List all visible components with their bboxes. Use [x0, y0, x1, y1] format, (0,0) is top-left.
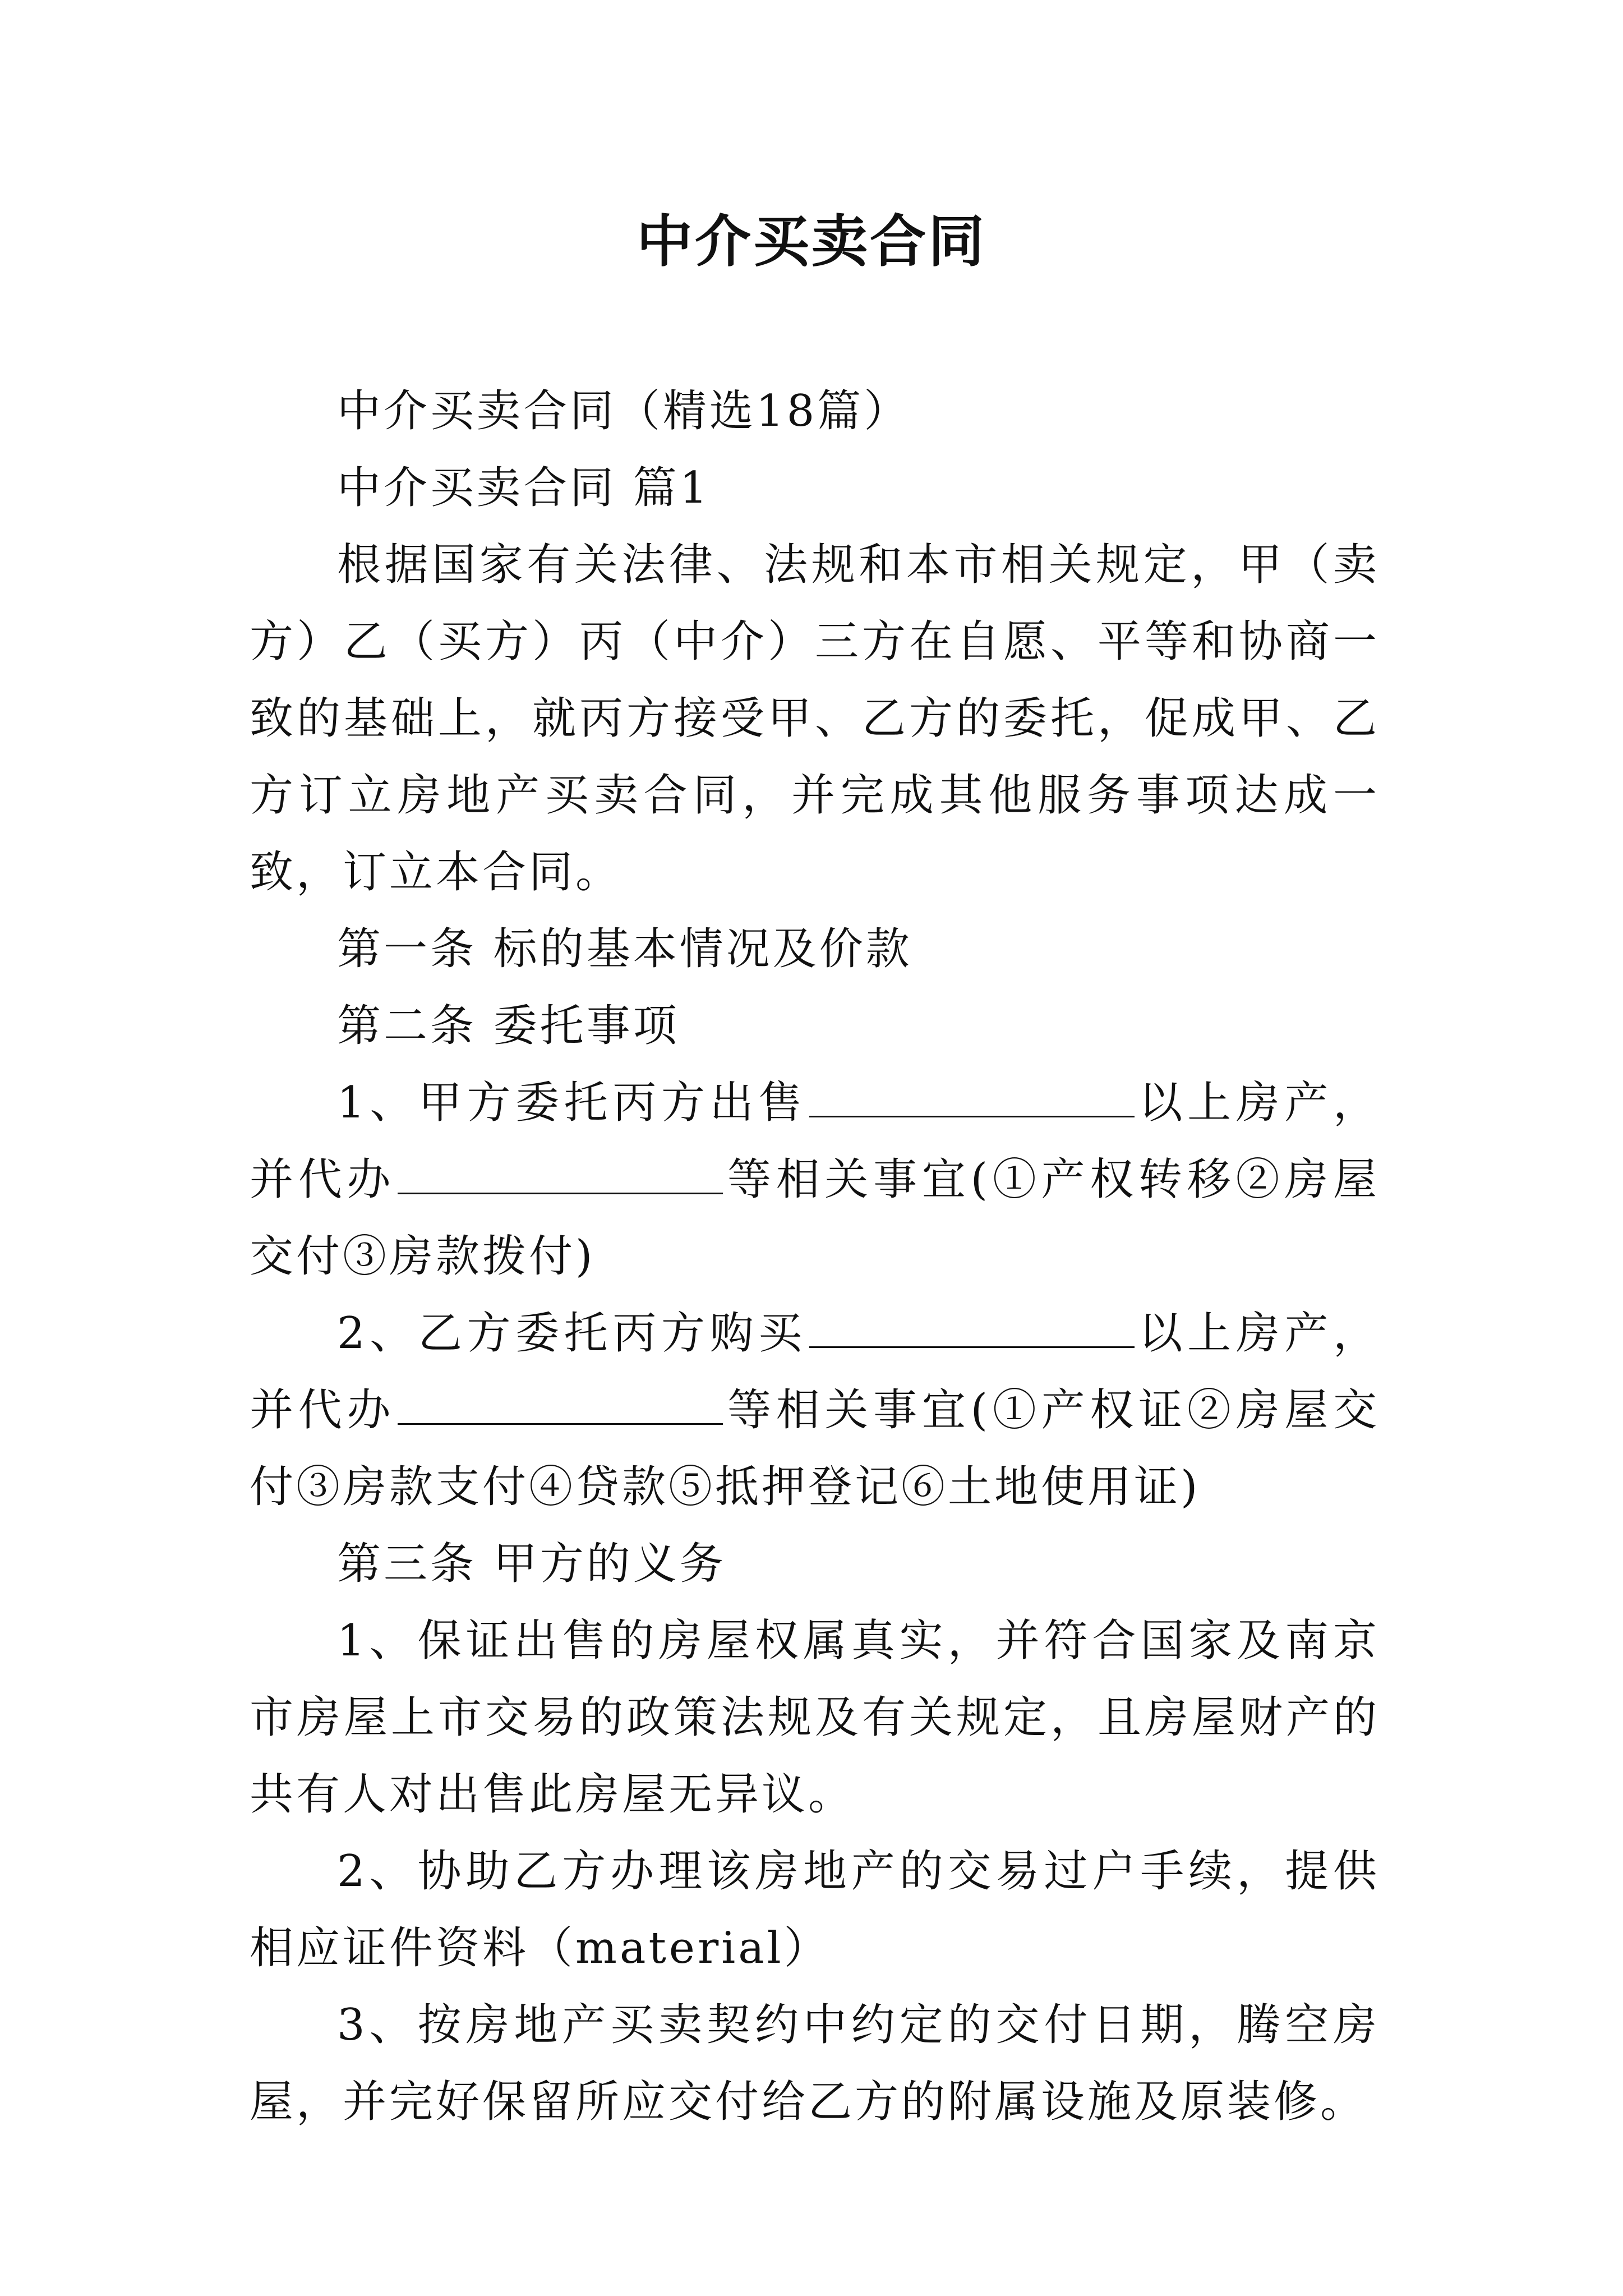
item-text: 2、乙方委托丙方购买 [337, 1308, 807, 1359]
intro-paragraph: 根据国家有关法律、法规和本市相关规定，甲（卖方）乙（买方）丙（中介）三方在自愿、平等和协商一致的基础上，就丙方接受甲、乙方的委托，促成甲、乙方订立房地产买卖合同，并完成其他服务事项达成一致，订立本合同。 [250, 540, 1380, 898]
item-text: 以上房产，并代办 [250, 1078, 1380, 1205]
fill-in-blank [809, 1305, 1135, 1348]
item-text: 等相关事宜(①产权转移②房屋交付③房款拨付) [250, 1154, 1380, 1282]
article-2-item-2 [250, 1295, 1380, 1526]
fill-in-blank [398, 1151, 723, 1194]
item-text: 等相关事宜(①产权证②房屋交付③房款支付④贷款⑤抵押登记⑥土地使用证) [250, 1385, 1380, 1512]
subtitle: 中介买卖合同（精选18篇） [337, 386, 911, 436]
fill-in-blank [398, 1382, 723, 1425]
article-3-item-2: 2、协助乙方办理该房地产的交易过户手续，提供相应证件资料（material） [250, 1846, 1380, 1973]
item-text: 以上房产，并代办 [250, 1308, 1380, 1435]
document-body [250, 373, 1380, 2141]
fill-in-blank [809, 1074, 1135, 1117]
section-title: 中介买卖合同 篇1 [337, 463, 711, 513]
article-3-heading: 第三条 甲方的义务 [337, 1539, 726, 1589]
article-2-heading: 第二条 委托事项 [337, 1001, 680, 1051]
article-1-heading: 第一条 标的基本情况及价款 [337, 924, 912, 974]
document-title: 中介买卖合同 [637, 208, 986, 274]
article-3-item-1: 1、保证出售的房屋权属真实，并符合国家及南京市房屋上市交易的政策法规及有关规定，且房屋财产的共有人对出售此房屋无异议。 [250, 1616, 1380, 1820]
article-2-item-1 [250, 1065, 1380, 1295]
item-text: 1、甲方委托丙方出售 [337, 1078, 807, 1128]
article-3-item-3: 3、按房地产买卖契约中约定的交付日期，腾空房屋，并完好保留所应交付给乙方的附属设施及原装修。 [250, 2000, 1380, 2127]
